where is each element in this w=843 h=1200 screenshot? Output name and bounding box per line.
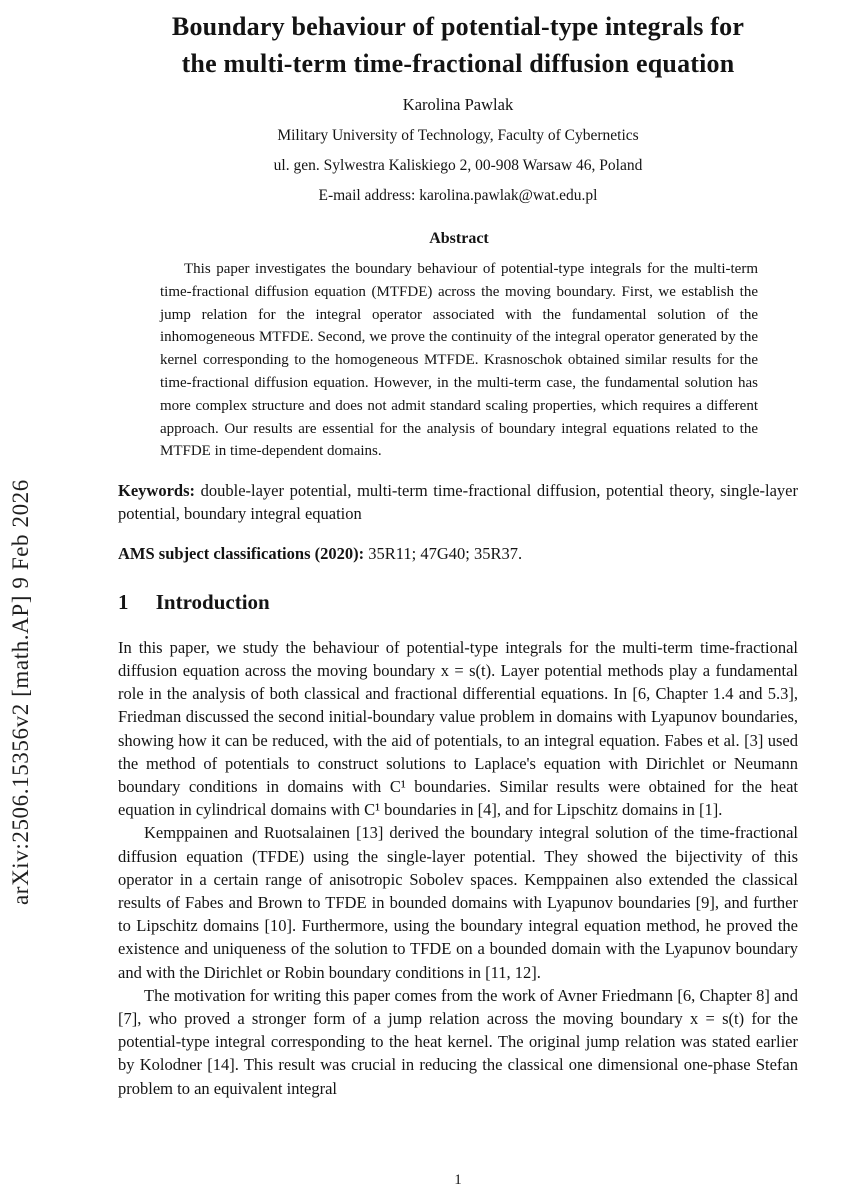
paper-title xyxy=(118,8,798,82)
ams-classification-line xyxy=(118,542,798,565)
abstract-heading: Abstract xyxy=(429,230,489,247)
ams-label: AMS subject classifications (2020): xyxy=(118,543,365,563)
affiliation-line2: ul. gen. Sylwestra Kaliskiego 2, 00-908 Warsaw 46, Poland xyxy=(273,157,643,174)
paper-title-line2: the multi-term time-fractional diffusion equation xyxy=(181,49,735,78)
arxiv-watermark: arXiv:2506.15356v2 [math.AP] 9 Feb 2026 xyxy=(8,479,33,905)
paper-content xyxy=(118,0,798,1100)
paper-title-line1: Boundary behaviour of potential-type integrals for xyxy=(171,12,745,41)
section-heading-introduction xyxy=(118,590,798,615)
affiliation-line1: Military University of Technology, Faculty of Cybernetics xyxy=(277,127,639,144)
section-title: Introduction xyxy=(155,589,270,614)
ams-text: 35R11; 47G40; 35R37. xyxy=(368,543,523,563)
keywords-label: Keywords: xyxy=(118,481,195,501)
keywords-line xyxy=(118,479,798,525)
email-line: E-mail address: karolina.pawlak@wat.edu.pl xyxy=(318,187,598,204)
page-number: 1 xyxy=(454,1172,462,1188)
section-number: 1 xyxy=(118,589,129,614)
author-name: Karolina Pawlak xyxy=(402,95,514,114)
intro-paragraph-2: Kemppainen and Ruotsalainen [13] derived the boundary integral solution of the time-fractional diffusion equation (TFDE) using the single-layer potential. They showed the bijectivity of this operator in a certain range of anisotropic Sobolev spaces. Kemppainen also extended the classical results of Fabes and Brown to TFDE in bounded domains with Lyapunov boundaries [9], and further to Lipschitz domains [10]. Furthermore, using the boundary integral equation method, he proved the existence and uniqueness of the solution to TFDE on a bounded domain with the Lyapunov boundary and with the Dirichlet or Robin boundary conditions in [11, 12]. xyxy=(118,823,798,982)
intro-paragraph-3: The motivation for writing this paper comes from the work of Avner Friedmann [6, Chapter 8] and [7], who proved a stronger form of a jump relation across the moving boundary x = s(t) for the potential-type integral corresponding to the heat kernel. The original jump relation was stated earlier by Kolodner [14]. This result was crucial in reducing the classical one dimensional one-phase Stefan problem to an equivalent integral xyxy=(118,985,798,1098)
abstract-text: This paper investigates the boundary behaviour of potential-type integrals for the multi-term time-fractional diffusion equation (MTFDE) across the moving boundary. First, we establish the jump relation for the integral operator associated with the fundamental solution of the inhomogeneous MTFDE. Second, we prove the continuity of the integral operator generated by the kernel corresponding to the homogeneous MTFDE. Krasnoschok obtained similar results for the time-fractional diffusion equation. However, in the multi-term case, the fundamental solution has more complex structure and does not admit standard scaling properties, which requires a different approach. Our results are essential for the analysis of boundary integral equations related to the MTFDE in time-dependent domains. xyxy=(160,261,758,460)
abstract-section xyxy=(160,230,758,463)
keywords-text: double-layer potential, multi-term time-fractional diffusion, potential theory, single-layer potential, boundary integral equation xyxy=(118,481,798,524)
intro-paragraph-1: In this paper, we study the behaviour of potential-type integrals for the multi-term time-fractional diffusion equation across the moving boundary x = s(t). Layer potential methods play a fundamental role in the analysis of both classical and fractional differential equations. In [6, Chapter 1.4 and 5.3], Friedman discussed the second initial-boundary value problem in domains with Lyapunov boundaries, showing how it can be reduced, with the aid of potentials, to an integral equation. Fabes et al. [3] used the method of potentials to construct solutions to Laplace's equation with Dirichlet or Neumann boundary conditions in domains with C¹ boundaries. Similar results were obtained for the heat equation in cylindrical domains with C¹ boundaries in [4], and for Lipschitz domains in [1]. xyxy=(118,637,798,820)
